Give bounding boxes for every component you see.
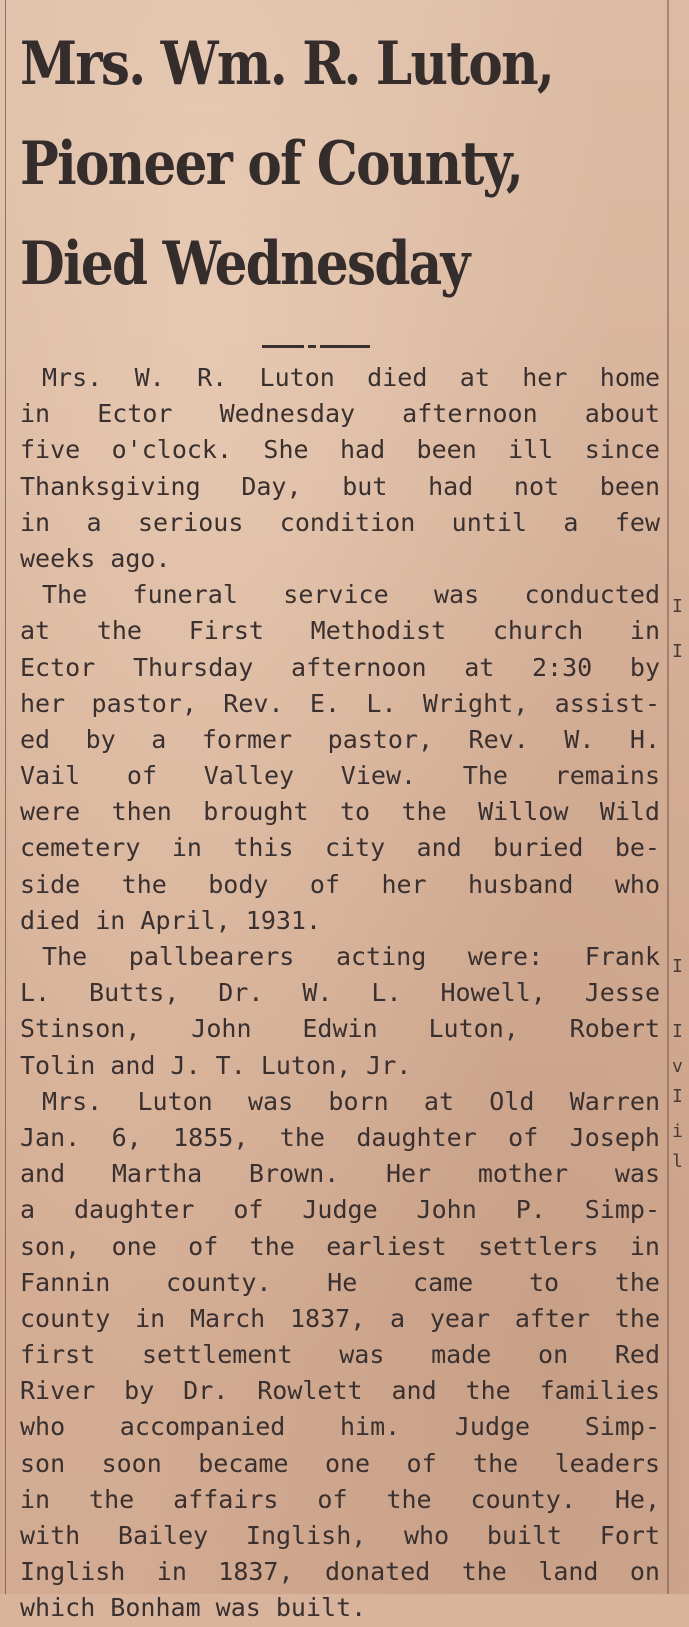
article-line: son soon became one of the leaders [20,1448,660,1478]
article-body [20,360,660,1627]
adjacent-column-fragment: I [672,641,683,662]
headline [20,14,570,314]
article-line: Stinson, John Edwin Luton, Robert [20,1014,660,1044]
article-line: Inglish in 1837, donated the land on [20,1557,660,1587]
article-line: Mrs. Luton was born at Old Warren [42,1086,660,1116]
article-line: The pallbearers acting were: Frank [42,942,660,971]
headline-line: Died Wednesday [20,229,469,299]
article-line: her pastor, Rev. E. L. Wright, assist- [20,688,660,718]
article-line: Ector Thursday afternoon at 2:30 by [20,652,660,682]
adjacent-column-fragment: i [672,1121,683,1142]
article-line: The funeral service was conducted [42,580,660,610]
adjacent-column-fragment: l [672,1151,683,1172]
article-line: with Bailey Inglish, who built Fort [20,1521,660,1550]
article-line: in the affairs of the county. He, [20,1484,660,1514]
article-line: and Martha Brown. Her mother was [20,1159,660,1189]
article-line: son, one of the earliest settlers in [20,1231,660,1261]
article-line: county in March 1837, a year after the [20,1303,660,1333]
right-column-rule [667,0,669,1594]
article-line: side the body of her husband who [20,869,660,899]
left-column-rule [5,0,6,1594]
article-line: at the First Methodist church in [20,616,660,646]
article-line: Thanksgiving Day, but had not been [20,471,660,501]
article-line: ed by a former pastor, Rev. W. H. [20,724,660,754]
article-line: cemetery in this city and buried be- [20,833,660,863]
article-line: died in April, 1931. [20,905,322,935]
article-line: Tolin and J. T. Luton, Jr. [20,1050,412,1080]
article-line: five o'clock. She had been ill since [20,435,660,465]
headline-divider [262,345,370,349]
headline-line: Pioneer of County, [20,129,523,199]
article-line: Mrs. W. R. Luton died at her home [42,363,660,392]
adjacent-column-fragment: I [672,596,683,617]
article-line: in a serious condition until a few [20,507,660,537]
adjacent-column-fragment: I [672,1021,683,1042]
article-line: were then brought to the Willow Wild [20,797,660,827]
article-line: Jan. 6, 1855, the daughter of Joseph [20,1122,660,1152]
adjacent-column-fragment: I [672,956,683,977]
article-line: weeks ago. [20,543,171,573]
article-line: in Ector Wednesday afternoon about [20,399,660,429]
article-line: which Bonham was built. [20,1593,367,1623]
article-line: first settlement was made on Red [20,1340,660,1370]
article-line: Fannin county. He came to the [20,1267,660,1297]
article-line: who accompanied him. Judge Simp- [20,1412,660,1442]
adjacent-column-fragment: I [672,1086,683,1107]
article-line: L. Butts, Dr. W. L. Howell, Jesse [20,978,660,1008]
article-line: a daughter of Judge John P. Simp- [20,1195,660,1225]
article-line: River by Dr. Rowlett and the families [20,1376,660,1406]
article-line: Vail of Valley View. The remains [20,761,660,791]
headline-line: Mrs. Wm. R. Luton, [20,29,554,99]
adjacent-column-fragment: v [672,1056,683,1077]
